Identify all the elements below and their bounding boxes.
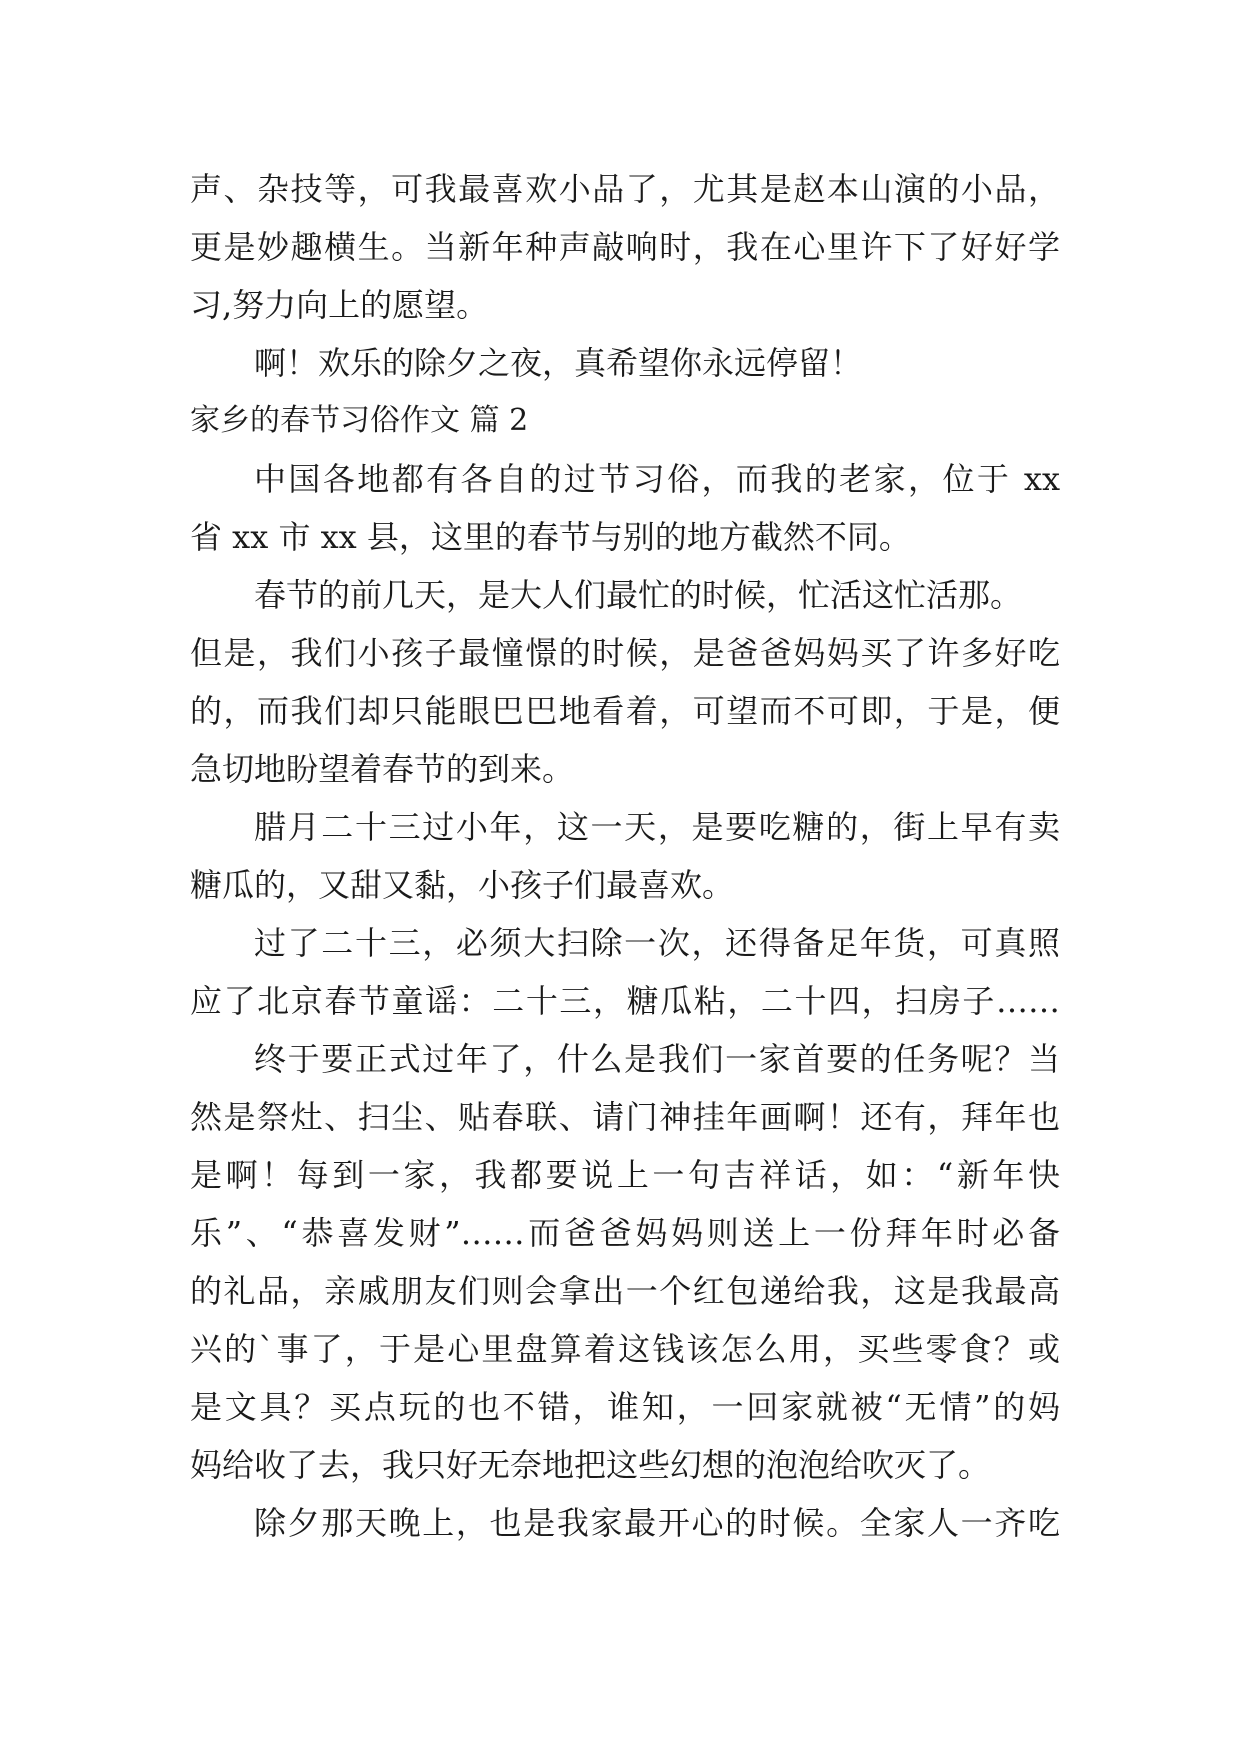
text-line: 过了二十三，必须大扫除一次，还得备足年货，可真照 <box>254 924 1060 962</box>
text-line: 急切地盼望着春节的到来。 <box>190 750 575 788</box>
text-line: 但是，我们小孩子最憧憬的时候，是爸爸妈妈买了许多好吃 <box>190 634 1060 672</box>
text-line: 终于要正式过年了，什么是我们一家首要的任务呢？当 <box>254 1040 1060 1078</box>
text-line: 然是祭灶、扫尘、贴春联、请门神挂年画啊！还有，拜年也 <box>190 1098 1060 1136</box>
text-line: 妈给收了去，我只好无奈地把这些幻想的泡泡给吹灭了。 <box>190 1446 991 1484</box>
text-line: 省 xx 市 xx 县，这里的春节与别的地方截然不同。 <box>190 518 911 556</box>
text-line: 习,努力向上的愿望。 <box>190 286 489 324</box>
text-line: 啊！欢乐的除夕之夜，真希望你永远停留！ <box>254 344 863 382</box>
text-line: 声、杂技等，可我最喜欢小品了，尤其是赵本山演的小品， <box>190 170 1060 208</box>
text-line: 更是妙趣横生。当新年种声敲响时，我在心里许下了好好学 <box>190 228 1060 266</box>
text-line: 兴的`事了，于是心里盘算着这钱该怎么用，买些零食？或 <box>190 1330 1060 1368</box>
text-line: 是啊！每到一家，我都要说上一句吉祥话，如：“新年快 <box>190 1156 1060 1194</box>
text-line: 的礼品，亲戚朋友们则会拿出一个红包递给我，这是我最高 <box>190 1272 1060 1310</box>
text-line: 的，而我们却只能眼巴巴地看着，可望而不可即，于是，便 <box>190 692 1060 730</box>
section-heading: 家乡的春节习俗作文 篇 2 <box>190 403 529 438</box>
text-line: 应了北京春节童谣：二十三，糖瓜粘，二十四，扫房子…… <box>190 982 1060 1020</box>
text-line: 乐”、“恭喜发财”……而爸爸妈妈则送上一份拜年时必备 <box>190 1214 1060 1252</box>
text-line: 是文具？买点玩的也不错，谁知，一回家就被“无情”的妈 <box>190 1388 1060 1426</box>
text-line: 中国各地都有各自的过节习俗，而我的老家，位于 xx <box>254 460 1060 498</box>
text-line: 腊月二十三过小年，这一天，是要吃糖的，街上早有卖 <box>254 808 1060 846</box>
text-line: 糖瓜的，又甜又黏，小孩子们最喜欢。 <box>190 866 735 904</box>
text-line: 除夕那天晚上，也是我家最开心的时候。全家人一齐吃 <box>254 1504 1060 1542</box>
text-line: 春节的前几天，是大人们最忙的时候，忙活这忙活那。 <box>254 576 1023 614</box>
